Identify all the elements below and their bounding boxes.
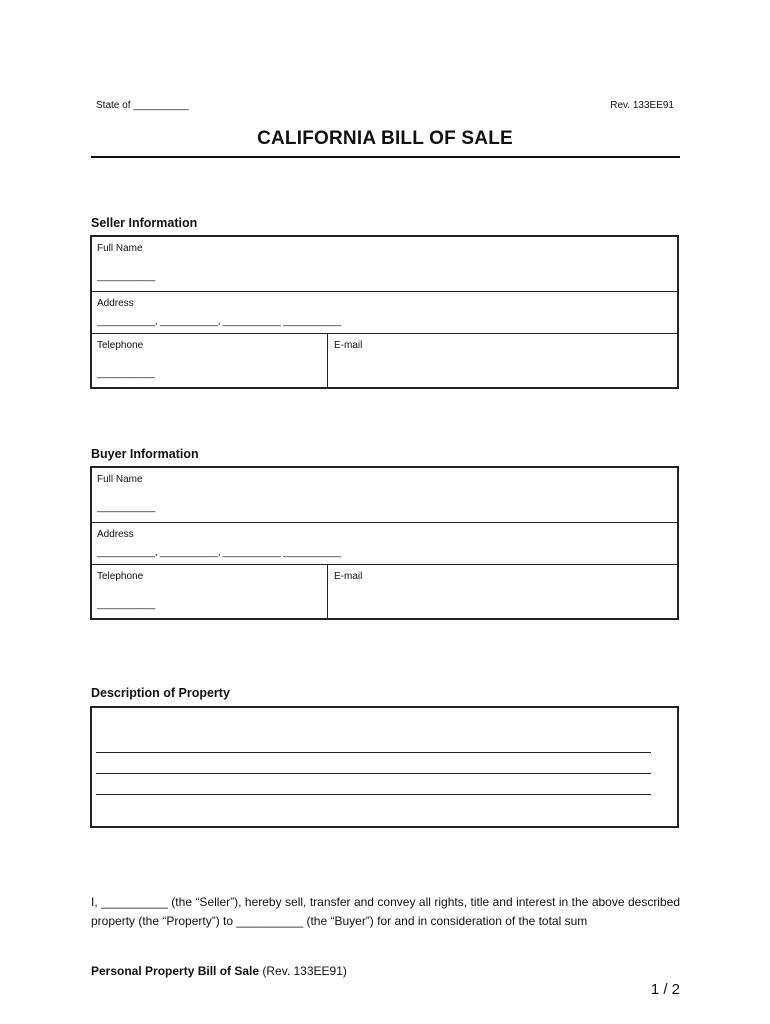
revision-number: Rev. 133EE91 [610,100,674,111]
buyer-full-name-label: Full Name [97,474,143,485]
buyer-address-row [92,523,677,565]
page-number: 1 / 2 [650,981,680,998]
seller-full-name-field[interactable]: ___________ [97,271,155,282]
property-section-title: Description of Property [91,686,230,700]
buyer-telephone-field[interactable]: ___________ [97,599,155,610]
seller-address-row [92,292,677,334]
seller-address-field[interactable]: ___________, ___________, ___________ ___________ [97,316,341,327]
buyer-section-title: Buyer Information [91,447,199,461]
description-line [96,752,651,753]
buyer-full-name-row [92,468,677,523]
seller-telephone-label: Telephone [97,340,144,351]
description-line [96,773,651,774]
description-line [96,794,651,795]
title-divider [91,156,680,158]
seller-full-name-label: Full Name [97,243,143,254]
buyer-address-field[interactable]: ___________, ___________, ___________ ___________ [97,547,341,558]
conveyance-paragraph: I, __________ (the “Seller”), hereby sell, transfer and convey all rights, title and interest in the above described property (the “Property”) to __________ (the “Buyer”) for and in consideration of the total sum [91,895,680,928]
property-description-box[interactable] [90,706,679,828]
footer-document-title [91,964,347,978]
cell-divider [327,565,328,618]
seller-email-label: E-mail [334,340,363,351]
page-title: CALIFORNIA BILL OF SALE [257,128,513,149]
seller-telephone-field[interactable]: ___________ [97,368,155,379]
state-field: State of __________ [96,100,189,111]
buyer-contact-row [92,565,677,618]
buyer-address-label: Address [97,529,134,540]
seller-contact-row [92,334,677,387]
seller-full-name-row [92,237,677,292]
footer-doc-name: Personal Property Bill of Sale [91,964,260,978]
buyer-email-label: E-mail [334,571,363,582]
buyer-info-table [90,466,679,620]
seller-info-table [90,235,679,389]
buyer-full-name-field[interactable]: ___________ [97,502,155,513]
buyer-telephone-label: Telephone [97,571,144,582]
cell-divider [327,334,328,387]
seller-section-title: Seller Information [91,216,198,230]
seller-address-label: Address [97,298,134,309]
footer-doc-rev: (Rev. 133EE91) [259,964,347,978]
